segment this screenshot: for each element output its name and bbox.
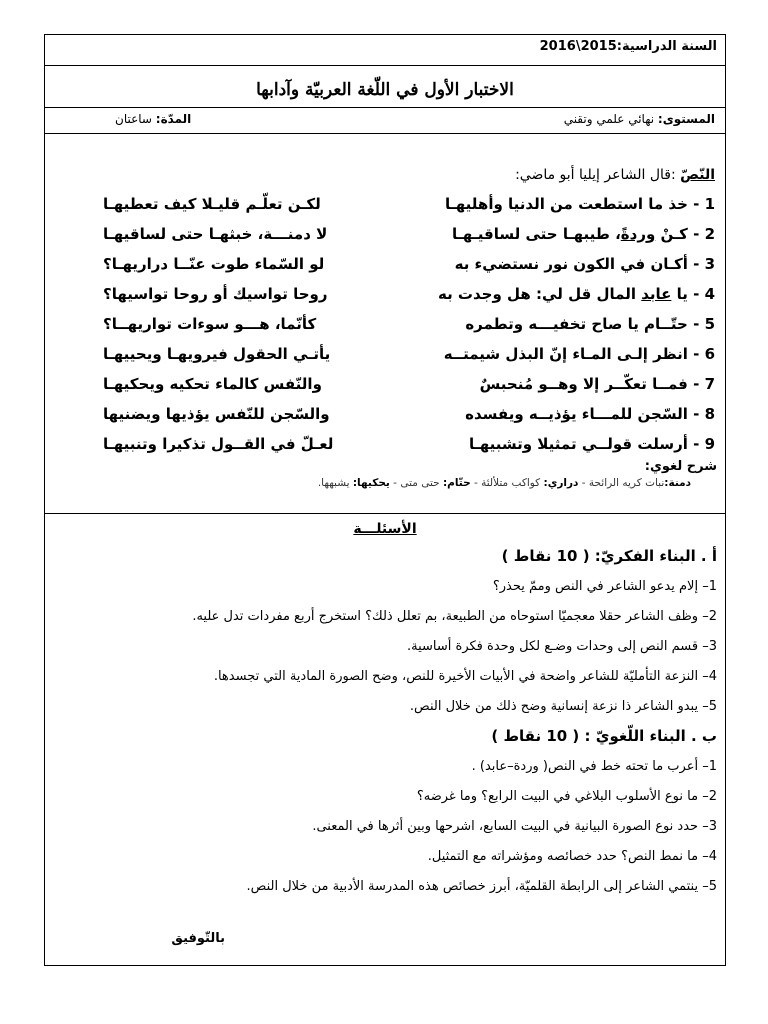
verse-number: 4 [704, 285, 715, 303]
verse-first-half [445, 195, 715, 213]
glossary-term: دراري: [543, 477, 579, 489]
question-item: 4– ما نمط النص؟ حدد خصائصه ومؤشراته مع التمثيل. [427, 849, 717, 864]
verse-first-half [465, 315, 715, 333]
school-year-label: السنة الدراسية: [616, 39, 717, 54]
question-item: 2– ما نوع الأسلوب البلاغي في البيت الرابع؟ وما غرضه؟ [416, 789, 717, 804]
verse-number: 8 [704, 405, 715, 423]
question-item: 5– يبدو الشاعر ذا نزعة إنسانية وضح ذلك من خلال النص. [409, 699, 717, 714]
text-intro [515, 167, 715, 183]
verse-sadr-text: - خذ ما استطعت من الدنيا وأهليهـا [445, 195, 700, 213]
glossary-heading: شرح لغوي: [644, 459, 717, 474]
duration-value: ساعتان [115, 112, 156, 126]
question-item: 2– وظف الشاعر حقلا معجميّا استوحاه من الطبيعة، بم تعلل ذلك؟ استخرج أربع مفردات تدل عليه. [192, 609, 717, 624]
question-item: 1– إلام يدعو الشاعر في النص وممّ يحذر؟ [492, 579, 717, 594]
verse-first-half [438, 285, 715, 303]
glossary-separator: - [389, 477, 401, 489]
level-label: المستوى: [657, 112, 715, 126]
verse [45, 435, 725, 465]
question-item: 3– قسم النص إلى وحدات وضـع لكل وحدة فكرة أساسية. [407, 639, 717, 654]
glossary-term: حتّام: [442, 477, 471, 489]
verse-sadr-text: - أرسلت قولــي تمثيلا وتشبيهـا [468, 435, 700, 453]
verse-sadr-text: - انظر إلـى المـاء إنّ البذل شيمتــه [443, 345, 700, 363]
verse-sadr-text: - كـنْ [655, 225, 700, 243]
section-b-title: ب . البناء اللّغويّ : ( 10 نقاط ) [491, 727, 717, 745]
verse [45, 225, 725, 255]
underlined-word: عابد [641, 285, 672, 303]
question-item: 3– حدد نوع الصورة البيانية في البيت السابع، اشرحها وبين أثرها في المعنى. [312, 819, 717, 834]
verse-number: 6 [704, 345, 715, 363]
exam-sheet [44, 34, 726, 966]
verse-number: 5 [704, 315, 715, 333]
question-item: 4– النزعة التأمليّة للشاعر واضحة في الأبيات الأخيرة للنص، وضح الصورة المادية التي تجسدها. [213, 669, 717, 684]
exam-title: الاختبار الأول في اللّغة العربيّة وآدابها [256, 80, 514, 100]
verse-sadr-text: ، طيبهـا حتى لساقيـهـا [452, 225, 621, 243]
verse [45, 405, 725, 435]
divider [45, 133, 725, 134]
verse-number: 3 [704, 255, 715, 273]
verse-first-half [465, 405, 715, 423]
verse-second-half: لكـن تعلّـم قليـلا كيف تعطيهـا [103, 195, 321, 213]
verse-second-half: كأنّما، هـــو سوءات تواريهــا؟ [103, 315, 317, 333]
verse-sadr-text: - حتّــام يا صاح تخفيـــه وتطمره [465, 315, 700, 333]
level-value: نهائي علمي وتقني [563, 112, 658, 126]
verse-number: 7 [704, 375, 715, 393]
verse-first-half [444, 345, 715, 363]
questions-title: الأسئلـــة [353, 521, 417, 537]
section-a-title: أ . البناء الفكريّ: ( 10 نقاط ) [501, 547, 717, 565]
verse-second-half: يأتـي الحقول فيرويهـا ويحييهـا [103, 345, 331, 363]
school-year-value: 2015\2016 [539, 39, 617, 54]
verse-sadr-text: - فمــا تعكّــر إلا وهــو مُنحبسٌ [479, 375, 700, 393]
verse-second-half: والسّجن للنّفس يؤذيها ويضنيها [103, 405, 330, 423]
verse-sadr-text: المال قل لي: هل وجدت به [437, 285, 642, 303]
verse [45, 195, 725, 225]
level [564, 112, 715, 126]
verse-second-half: لعـلّ في القــول تذكيرا وتنبيهـا [103, 435, 334, 453]
verse-sadr-text: - أكـان في الكون نور نستضيء به [454, 255, 700, 273]
divider [45, 513, 725, 514]
text-intro-rest: :قال الشاعر إيليا أبو ماضي: [515, 167, 681, 183]
verse-sadr-text: - السّجن للمـــاء يؤذيــه ويفسده [465, 405, 700, 423]
verse-first-half [455, 255, 715, 273]
school-year [540, 39, 717, 54]
verse-sadr-text: - يا [671, 285, 700, 303]
glossary-term: يحكيها: [352, 477, 390, 489]
verse [45, 285, 725, 315]
verse-second-half: والنّفس كالماء تحكيه ويحكيهـا [103, 375, 322, 393]
question-item: 5– ينتمي الشاعر إلى الرابطة القلميّة، أبرز خصائص هذه المدرسة الأدبية من خلال النص. [246, 879, 717, 894]
glossary-def: كواكب متلألئة [481, 477, 544, 489]
verse-first-half [452, 225, 715, 243]
glossary-def: يشبهها. [317, 477, 353, 489]
verse [45, 315, 725, 345]
underlined-word: وردةً [620, 225, 656, 243]
verse [45, 375, 725, 405]
glossary [318, 477, 691, 489]
glossary-term: دمنة: [664, 477, 691, 489]
text-label: النّصّ [680, 167, 715, 183]
duration-label: المدّة: [155, 112, 192, 126]
verse-second-half: لا دمنـــة، خبثهـا حتى لساقيهـا [103, 225, 328, 243]
divider [45, 65, 725, 66]
verse-number: 9 [704, 435, 715, 453]
verse-number: 1 [704, 195, 715, 213]
divider [45, 107, 725, 108]
glossary-def: نبات كريه الرائحة [588, 477, 665, 489]
duration [115, 112, 191, 126]
glossary-separator: - [470, 477, 482, 489]
question-item: 1– أعرب ما تحته خط في النص( وردة–عابد) . [471, 759, 717, 774]
glossary-separator: - [578, 477, 589, 489]
verse-second-half: لو السّماء طوت عنّــا دراريهـا؟ [103, 255, 325, 273]
verse [45, 345, 725, 375]
verse-number: 2 [704, 225, 715, 243]
glossary-def: حتى متى [400, 477, 443, 489]
verse-first-half [469, 435, 715, 453]
verse-first-half [480, 375, 715, 393]
closing-wish: بالتّوفيق [171, 931, 225, 946]
verse [45, 255, 725, 285]
verse-second-half: روحا تواسيك أو روحا تواسيها؟ [103, 285, 328, 303]
